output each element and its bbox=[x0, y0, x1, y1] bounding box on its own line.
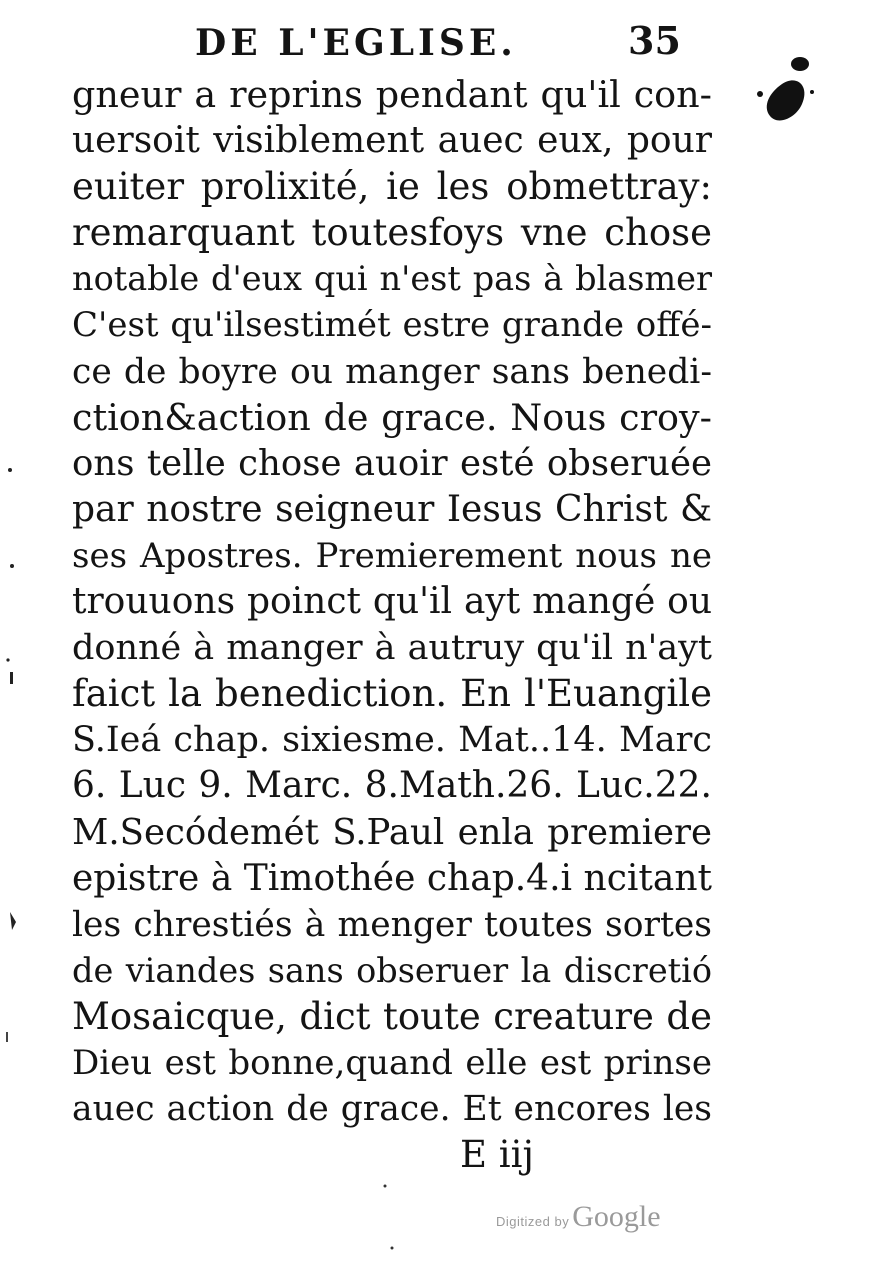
text-line: les chrestiés à menger toutes sortes bbox=[72, 904, 712, 945]
text-line: epistre à Timothée chap.4.i ncitant bbox=[72, 857, 712, 899]
ink-blot-icon bbox=[742, 44, 842, 144]
text-line: faict la benediction. En l'Euangile bbox=[72, 672, 712, 716]
text-line: donné à manger à autruy qu'il n'ayt bbox=[72, 628, 712, 669]
text-line: ction&action de grace. Nous croy- bbox=[72, 395, 712, 439]
text-line: par nostre seigneur Iesus Christ & bbox=[72, 488, 712, 530]
text-line: euiter prolixité, ie les obmettray: bbox=[72, 165, 712, 209]
body-text bbox=[72, 72, 712, 1132]
text-line: S.Ieá chap. sixiesme. Mat..14. Marc bbox=[72, 720, 712, 761]
text-line: C'est qu'ilsestimét estre grande offé- bbox=[72, 305, 712, 346]
text-line: ce de boyre ou manger sans benedi- bbox=[72, 351, 712, 392]
page-number: 35 bbox=[628, 18, 681, 63]
text-line: 6. Luc 9. Marc. 8.Math.26. Luc.22. bbox=[72, 765, 712, 807]
watermark-prefix: Digitized by bbox=[496, 1214, 570, 1229]
signature-mark: E iij bbox=[460, 1133, 534, 1176]
text-line: de viandes sans obseruer la discretió bbox=[72, 950, 712, 990]
text-line: ons telle chose auoir esté obseruée bbox=[72, 442, 712, 484]
text-line: M.Secódemét S.Paul enla premiere bbox=[72, 811, 712, 853]
text-line: remarquant toutesfoys vne chose bbox=[72, 211, 712, 255]
text-line: Dieu est bonne,quand elle est prinse bbox=[72, 1042, 712, 1083]
digitization-watermark bbox=[496, 1200, 661, 1234]
text-line: Mosaicque, dict toute creature de bbox=[72, 994, 712, 1038]
text-line: trouuons poinct qu'il ayt mangé ou bbox=[72, 581, 712, 623]
text-line: notable d'eux qui n'est pas à blasmer bbox=[72, 259, 712, 299]
text-line: gneur a reprins pendant qu'il con- bbox=[72, 73, 712, 116]
text-line: auec action de grace. Et encores les bbox=[72, 1089, 712, 1130]
watermark-brand: Google bbox=[572, 1200, 661, 1233]
running-title: DE L'EGLISE. bbox=[195, 22, 517, 64]
text-line: uersoit visiblement auec eux, pour bbox=[72, 120, 712, 162]
text-line: ses Apostres. Premierement nous ne bbox=[72, 535, 712, 576]
